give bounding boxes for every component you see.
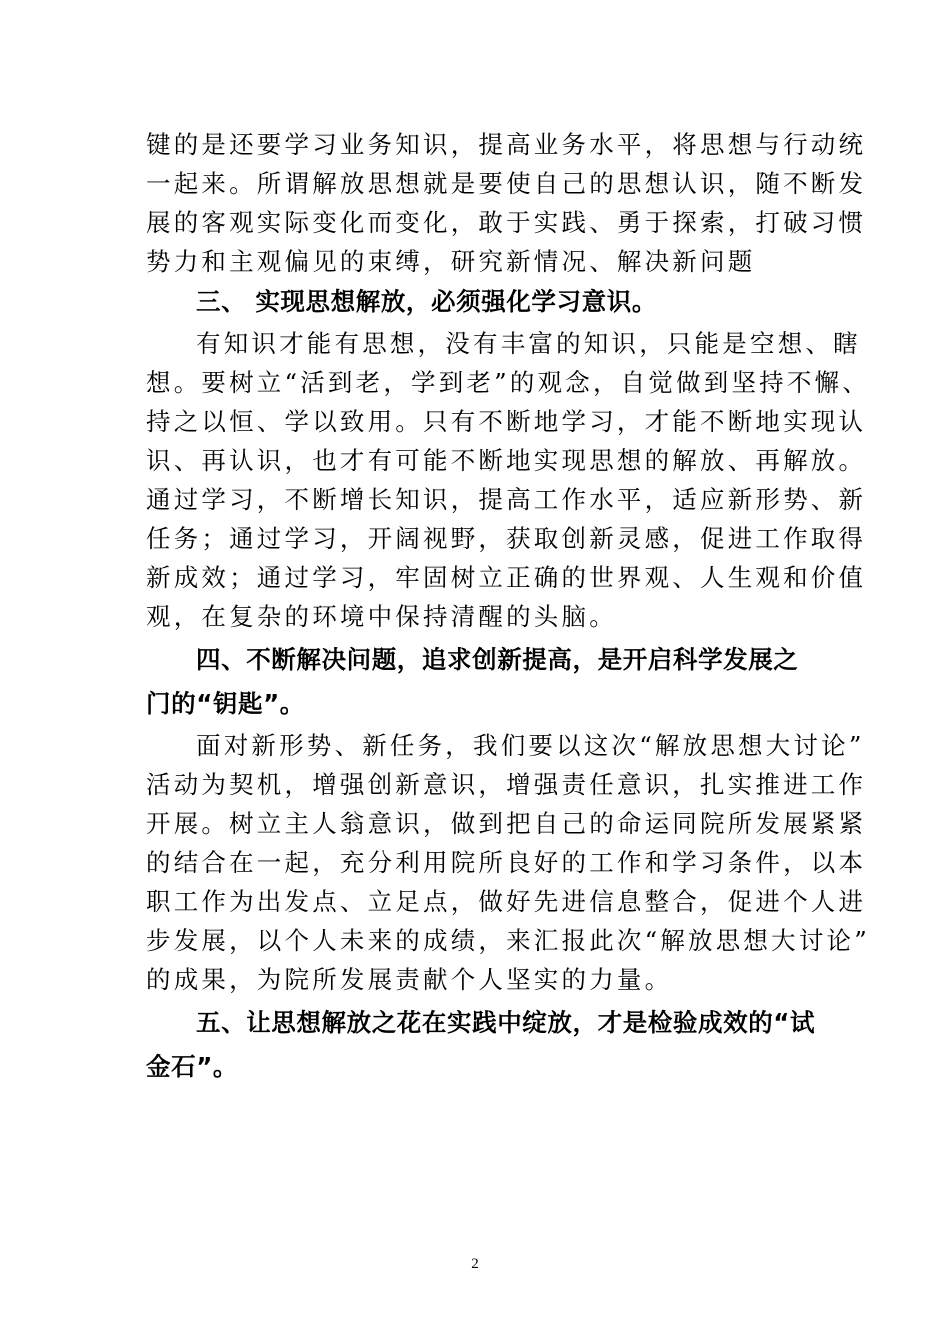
section-heading: 五、让思想解放之花在实践中绽放，才是检验成效的“试: [196, 1008, 816, 1037]
paragraph-line: 开展。树立主人翁意识，做到把自己的命运同院所发展紧紧: [146, 809, 867, 838]
paragraph-line: 识、再认识，也才有可能不断地实现思想的解放、再解放。: [146, 446, 867, 475]
paragraph-line: 的成果，为院所发展责献个人坚实的力量。: [146, 965, 673, 994]
paragraph-line: 势力和主观偏见的束缚，研究新情况、解决新问题: [146, 247, 756, 276]
paragraph-line: 键的是还要学习业务知识，提高业务水平，将思想与行动统: [146, 130, 867, 159]
paragraph-line: 任务；通过学习，开阔视野，获取创新灵感，促进工作取得: [146, 524, 867, 553]
paragraph-line: 通过学习，不断增长知识，提高工作水平，适应新形势、新: [146, 485, 867, 514]
paragraph-line: 面对新形势、新任务，我们要以这次“解放思想大讨论”: [196, 731, 865, 760]
section-heading: 门的“钥匙”。: [146, 689, 305, 718]
paragraph-line: 展的客观实际变化而变化，敢于实践、勇于探索，打破习惯: [146, 208, 867, 237]
paragraph-line: 想。要树立“活到老，学到老”的观念，自觉做到坚持不懈、: [146, 368, 870, 397]
section-heading: 三、 实现思想解放，必须强化学习意识。: [196, 287, 657, 316]
paragraph-line: 观，在复杂的环境中保持清醒的头脑。: [146, 602, 617, 631]
section-heading: 金石”。: [146, 1052, 239, 1081]
section-heading: 四、不断解决问题，追求创新提高，是开启科学发展之: [196, 645, 799, 674]
paragraph-line: 活动为契机，增强创新意识，增强责任意识，扎实推进工作: [146, 770, 867, 799]
paragraph-line: 一起来。所谓解放思想就是要使自己的思想认识，随不断发: [146, 169, 867, 198]
page-number: 2: [471, 1256, 479, 1272]
paragraph-line: 持之以恒、学以致用。只有不断地学习，才能不断地实现认: [146, 407, 867, 436]
paragraph-line: 的结合在一起，充分利用院所良好的工作和学习条件，以本: [146, 848, 867, 877]
paragraph-line: 新成效；通过学习，牢固树立正确的世界观、人生观和价值: [146, 563, 867, 592]
paragraph-line: 有知识才能有思想，没有丰富的知识，只能是空想、瞎: [196, 329, 861, 358]
paragraph-line: 职工作为出发点、立足点，做好先进信息整合，促进个人进: [146, 887, 867, 916]
paragraph-line: 步发展，以个人未来的成绩，来汇报此次“解放思想大讨论”: [146, 926, 870, 955]
